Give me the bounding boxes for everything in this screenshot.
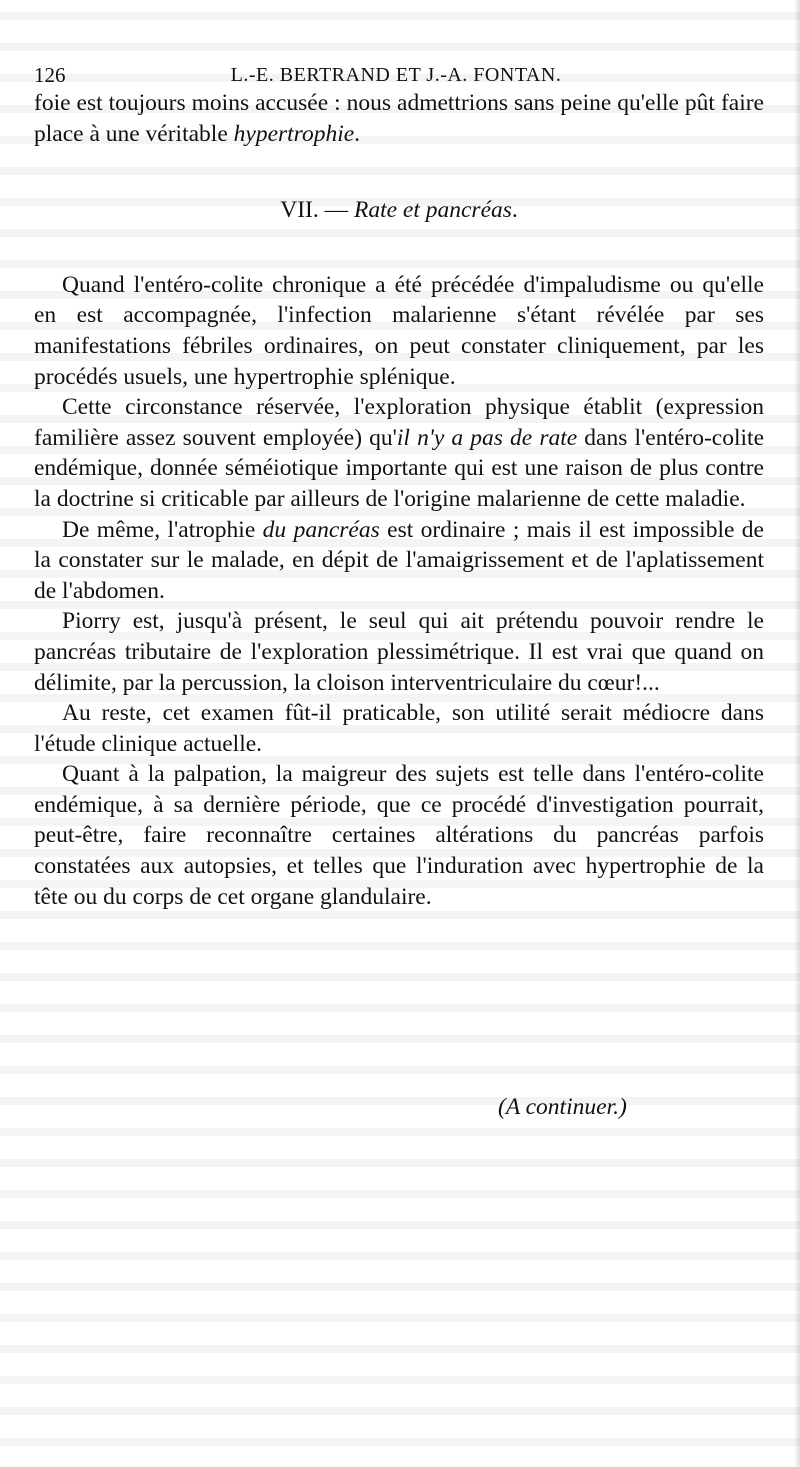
- paragraph-3-emphasis: du pancréas: [262, 516, 380, 543]
- running-header: [34, 60, 758, 90]
- paragraph-2-emphasis: il n'y a pas de rate: [396, 424, 578, 451]
- paragraph-2: [34, 392, 764, 514]
- section-end: .: [511, 197, 518, 224]
- page-number: 126: [34, 63, 66, 87]
- paragraph-5: Au reste, cet examen fût-il praticable, son utilité serait médiocre dans l'étude clinique actuelle.: [34, 700, 764, 757]
- paragraph-3-end: est ordinaire ; mais il est impossible de la constater sur le malade, en dépit de l'amaigrissement et de l'aplatissement de l'abdomen.: [34, 516, 764, 604]
- paragraph-4: Piorry est, jusqu'à présent, le seul qui ait prétendu pouvoir rendre le pancréas tributaire de l'exploration plessimétrique. Il est vrai que quand on délimite, par la percussion, la cloison interventriculaire du cœur!...: [34, 608, 764, 696]
- page-edge-shadow: [794, 0, 800, 1467]
- continue-notice: (A continuer.): [498, 1094, 627, 1120]
- paragraph-2-end: dans l'entéro-colite endémique, donnée séméiotique importante qui est une raison de plus contre la doctrine si criticable par ailleurs de l'origine malarienne de cette maladie.: [34, 424, 765, 512]
- opening-text: foie est toujours moins accusée : nous admettrions sans peine qu'elle pût faire place à une véritable: [34, 90, 764, 147]
- section-heading: [34, 195, 764, 226]
- paragraph-6: Quant à la palpation, la maigreur des sujets est telle dans l'entéro-colite endémique, à sa dernière période, que ce procédé d'investigation pourrait, peut-être, faire reconnaître certaines altérations du pancréas parfois constatées aux autopsies, et telles que l'induration avec hypertrophie de la tête ou du corps de cet organe glandulaire.: [34, 761, 764, 910]
- paragraph-3: [34, 515, 764, 607]
- opening-end: .: [354, 120, 361, 147]
- body-text: [34, 88, 764, 912]
- opening-paragraph: [34, 88, 764, 149]
- paragraph-2-start: Cette circonstance réservée, l'exploration physique établit (expression familière assez souvent employée) qu': [34, 394, 764, 451]
- paragraph-3-start: De même, l'atrophie: [62, 516, 263, 543]
- paragraph-1: Quand l'entéro-colite chronique a été précédée d'impaludisme ou qu'elle en est accompagnée, l'infection malarienne s'étant révélée par ses manifestations fébriles ordinaires, on peut constater cliniquement, par les procédés usuels, une hypertrophie splénique.: [34, 271, 764, 390]
- section-number: VII. —: [280, 197, 354, 224]
- section-title: Rate et pancréas: [353, 197, 512, 224]
- opening-emphasis: hypertrophie: [233, 120, 355, 147]
- running-title: L.-E. BERTRAND ET J.-A. FONTAN.: [230, 64, 562, 86]
